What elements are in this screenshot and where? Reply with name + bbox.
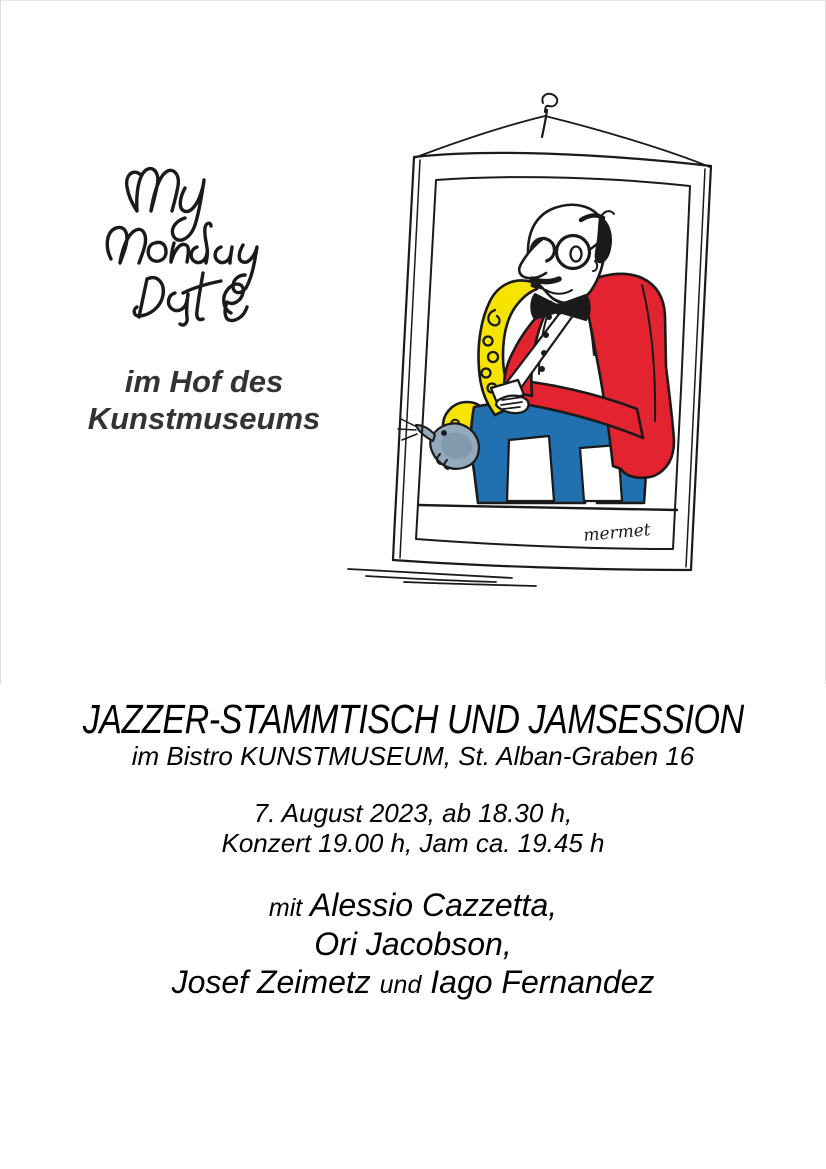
knee-highlight bbox=[507, 436, 554, 501]
mustache bbox=[532, 279, 559, 282]
ground-line bbox=[418, 505, 677, 510]
lineup-name-4: Iago Fernandez bbox=[430, 964, 655, 1000]
lineup-line-1 bbox=[0, 885, 826, 928]
venue-note-line-1: im Hof des bbox=[124, 364, 284, 399]
event-location: im Bistro KUNSTMUSEUM, St. Alban-Graben 16 bbox=[131, 741, 695, 771]
illustration-root bbox=[348, 94, 711, 586]
shadow-scribble bbox=[348, 569, 536, 586]
lineup-conjunction: und bbox=[379, 971, 422, 999]
event-title: JAZZER-STAMMTISCH UND JAMSESSION bbox=[82, 696, 744, 742]
lineup-line-3 bbox=[0, 962, 826, 1005]
venue-note-line-2: Kunstmuseums bbox=[87, 401, 321, 436]
logo-word-3 bbox=[6, 1, 8, 2]
schedule-line-1: 7. August 2023, ab 18.30 h, bbox=[253, 798, 573, 828]
framed-illustration bbox=[346, 89, 746, 589]
handwritten-logo bbox=[93, 147, 317, 365]
lineup-name-3: Josef Zeimetz bbox=[171, 964, 371, 1000]
schedule-line-2: Konzert 19.00 h, Jam ca. 19.45 h bbox=[221, 828, 605, 858]
logo-word-1 bbox=[1, 1, 2, 2]
lineup-line-2 bbox=[0, 924, 826, 964]
lineup-name-1: Alessio Cazzetta, bbox=[309, 887, 558, 923]
lineup-name-2: Ori Jacobson, bbox=[314, 926, 512, 962]
lineup-intro: mit bbox=[268, 894, 303, 922]
mouse bbox=[398, 419, 479, 469]
nail-icon bbox=[542, 94, 557, 112]
hanging-nail-and-string bbox=[414, 94, 710, 167]
artist-signature: mermet bbox=[582, 520, 652, 546]
logo-word-2 bbox=[3, 1, 7, 2]
event-title-row bbox=[0, 695, 826, 743]
logo-strokes bbox=[107, 169, 257, 325]
venue-note bbox=[57, 363, 351, 437]
